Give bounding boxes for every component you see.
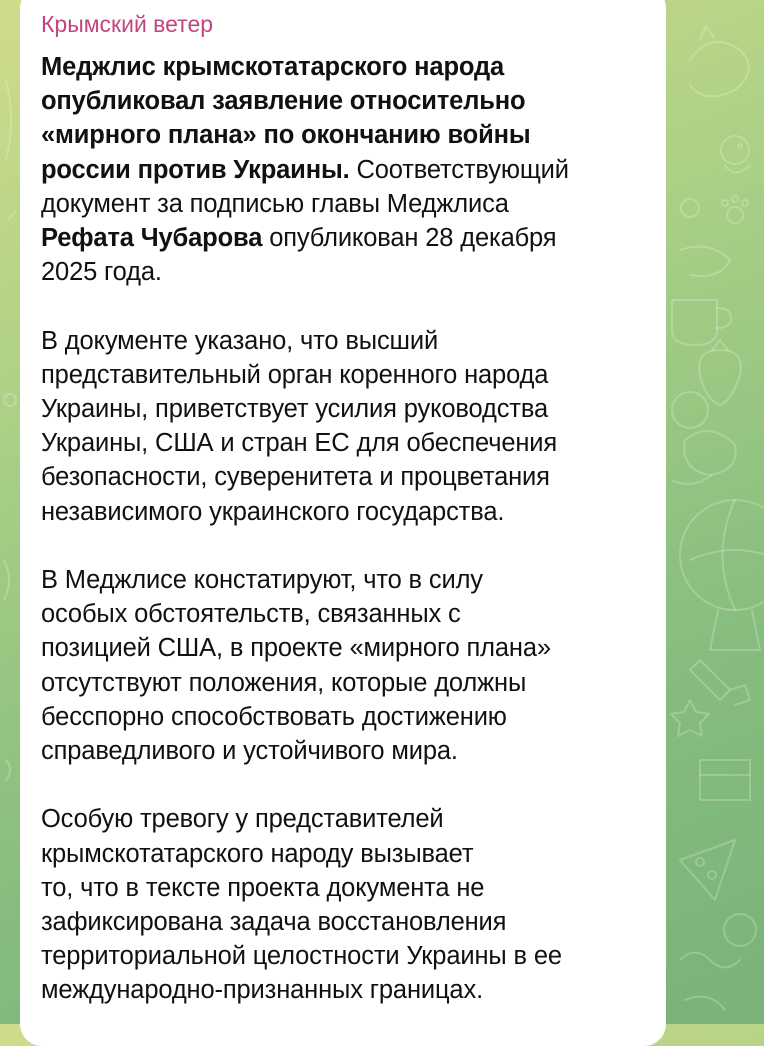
body-text: В Меджлисе констатируют, что в силу bbox=[41, 566, 483, 595]
balloon-icon bbox=[680, 500, 764, 650]
message-line bbox=[41, 563, 646, 597]
body-text: международно-признанных границах. bbox=[41, 976, 483, 1005]
message-line bbox=[41, 631, 646, 665]
message-line bbox=[41, 666, 646, 700]
body-text: зафиксирована задача восстановления bbox=[41, 908, 507, 937]
message-line bbox=[41, 153, 646, 187]
message-line bbox=[41, 973, 646, 1007]
body-text: бесспорно способствовать достижению bbox=[41, 702, 507, 731]
cat-icon bbox=[690, 26, 749, 96]
body-text: то, что в тексте проекта документа не bbox=[41, 873, 485, 902]
body-text: Особую тревогу у представителей bbox=[41, 805, 444, 834]
message-line bbox=[41, 221, 646, 255]
body-text: опубликован 28 декабря bbox=[262, 224, 557, 253]
bold-text: Меджлис крымскотатарского народа bbox=[41, 53, 505, 81]
message-line bbox=[41, 939, 646, 973]
message-line bbox=[41, 495, 646, 529]
body-text: Украины, приветствует усилия руководства bbox=[41, 395, 548, 424]
message-paragraph bbox=[41, 324, 646, 529]
body-text: безопасности, суверенитета и процветания bbox=[41, 463, 550, 492]
message-line bbox=[41, 837, 646, 871]
message-paragraph bbox=[41, 563, 646, 768]
message-line bbox=[41, 392, 646, 426]
body-text: В документе указано, что высший bbox=[41, 326, 439, 355]
bold-text: «мирного плана» по окончанию войны bbox=[41, 121, 531, 150]
bold-text: россии против Украины. bbox=[41, 155, 350, 184]
message-line bbox=[41, 871, 646, 905]
message-line bbox=[41, 734, 646, 768]
message-line bbox=[41, 426, 646, 460]
message-line bbox=[41, 324, 646, 358]
body-text: особых обстоятельств, связанных с bbox=[41, 600, 461, 629]
body-text: документ за подписью главы Меджлиса bbox=[41, 189, 509, 218]
body-text: представительный орган коренного народа bbox=[41, 360, 549, 389]
message-line bbox=[41, 802, 646, 836]
message-text bbox=[41, 50, 646, 1008]
body-text: крымскотатарского народу вызывает bbox=[41, 839, 474, 868]
cup-icon bbox=[672, 300, 731, 345]
sender-name[interactable]: Крымский ветер bbox=[41, 11, 214, 37]
bold-text: опубликовал заявление относительно bbox=[41, 87, 526, 116]
pizza-icon bbox=[680, 840, 735, 900]
body-text: Украины, США и стран ЕС для обеспечения bbox=[41, 429, 558, 458]
message-line bbox=[41, 118, 646, 152]
message-line bbox=[41, 255, 646, 289]
paw-icon bbox=[722, 196, 748, 223]
bold-text: Рефата Чубарова bbox=[41, 224, 263, 253]
message-line bbox=[41, 187, 646, 221]
body-text: Соответствующий bbox=[349, 155, 569, 184]
flashlight-icon bbox=[690, 660, 750, 705]
strawberry-icon bbox=[699, 340, 741, 405]
star-icon bbox=[671, 700, 709, 736]
body-text: 2025 года. bbox=[41, 258, 162, 287]
body-text: позицией США, в проекте «мирного плана» bbox=[41, 634, 551, 663]
body-text: справедливого и устойчивого мира. bbox=[41, 737, 458, 766]
message-line bbox=[41, 50, 646, 84]
message-line bbox=[41, 358, 646, 392]
body-text: отсутствуют положения, которые должны bbox=[41, 668, 527, 697]
body-text: территориальной целостности Украины в ее bbox=[41, 942, 562, 971]
message-line bbox=[41, 84, 646, 118]
message-line bbox=[41, 597, 646, 631]
message-line bbox=[41, 905, 646, 939]
message-paragraph bbox=[41, 802, 646, 1007]
message-line bbox=[41, 460, 646, 494]
bird-icon bbox=[721, 136, 750, 173]
message-line bbox=[41, 700, 646, 734]
message-bubble[interactable] bbox=[20, 0, 666, 1046]
message-paragraph bbox=[41, 50, 646, 289]
body-text: независимого украинского государства. bbox=[41, 497, 505, 526]
